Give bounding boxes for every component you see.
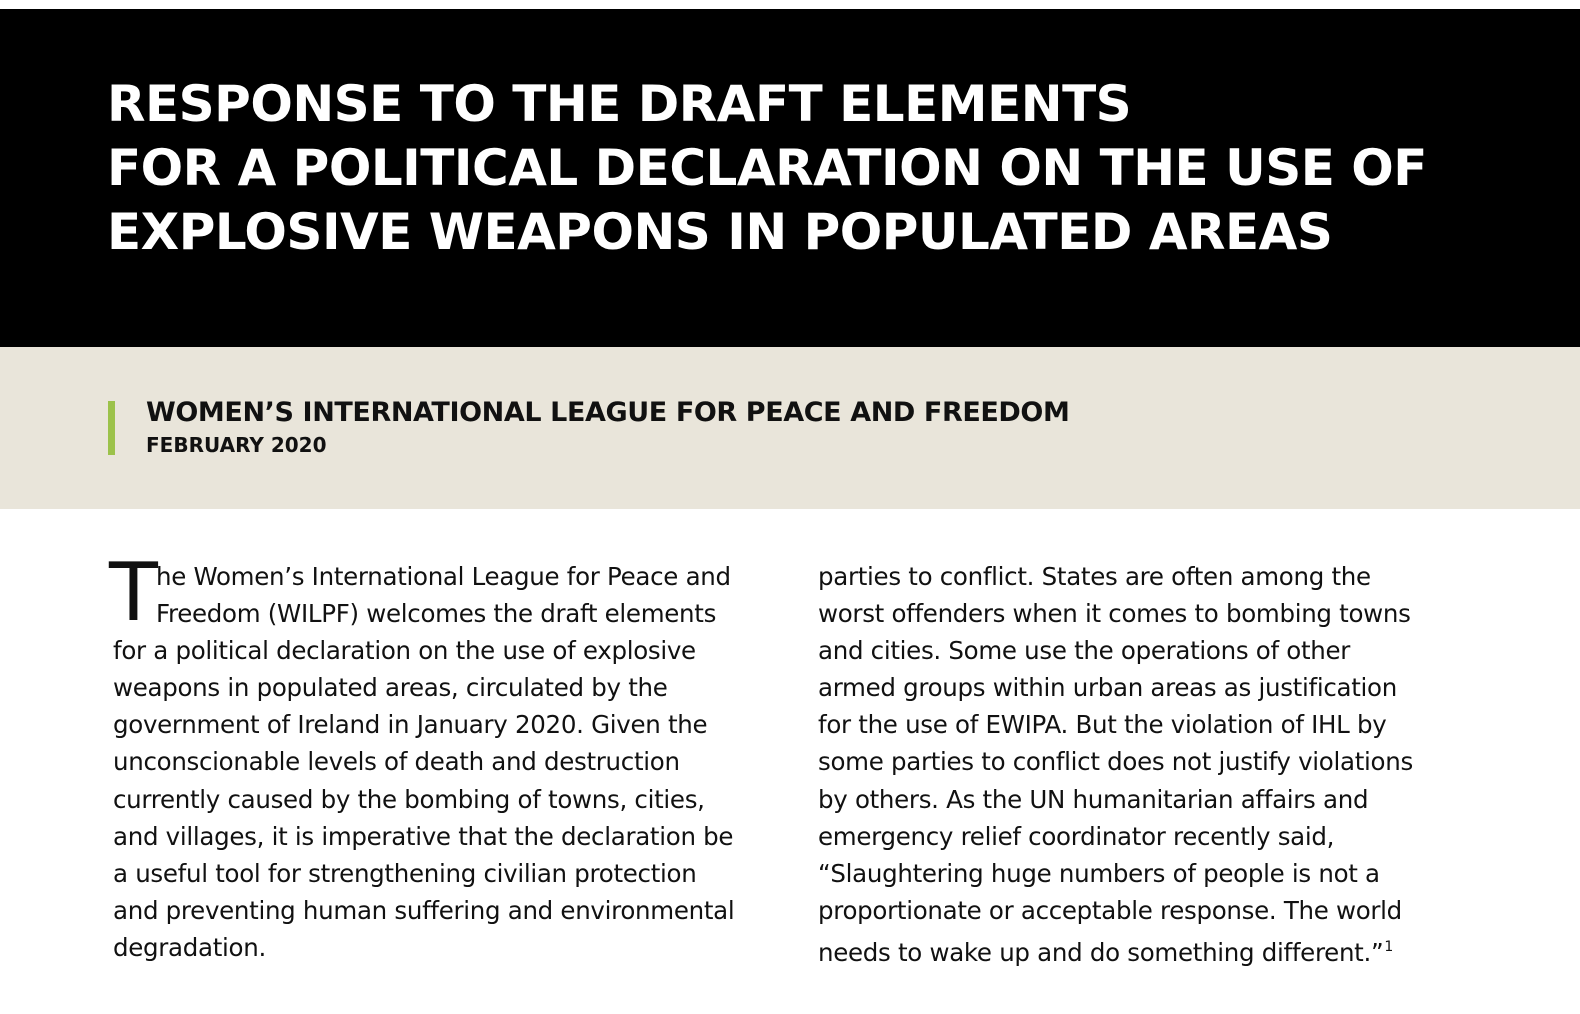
organization-name: WOMEN’S INTERNATIONAL LEAGUE FOR PEACE AND FREEDOM: [146, 397, 1070, 428]
body-line: for the use of EWIPA. But the violation of IHL by: [818, 710, 1387, 740]
body-line: parties to conflict. States are often among the: [818, 562, 1371, 591]
drop-cap: T: [109, 546, 158, 639]
body-line-last: [818, 929, 1458, 966]
body-line: unconscionable levels of death and destruction: [113, 747, 680, 777]
right-column: [818, 558, 1458, 966]
title-line-1: RESPONSE TO THE DRAFT ELEMENTS: [107, 75, 1132, 133]
body-line: some parties to conflict does not justify violations: [818, 747, 1413, 777]
body-line: government of Ireland in January 2020. Given the: [113, 710, 708, 740]
footnote-marker[interactable]: 1: [1384, 938, 1393, 955]
body-line: a useful tool for strengthening civilian protection: [113, 858, 697, 888]
accent-bar: [108, 401, 115, 455]
publication-date: FEBRUARY 2020: [146, 433, 327, 457]
body-line: and preventing human suffering and environmental: [113, 895, 735, 925]
body-line: and cities. Some use the operations of other: [818, 636, 1351, 666]
body-line: weapons in populated areas, circulated by the: [113, 673, 668, 703]
body-line: Freedom (WILPF) welcomes the draft elements: [156, 599, 717, 629]
body-line: proportionate or acceptable response. The world: [818, 895, 1402, 925]
title-line-2: FOR A POLITICAL DECLARATION ON THE USE OF: [107, 139, 1427, 197]
title-line-3: EXPLOSIVE WEAPONS IN POPULATED AREAS: [107, 203, 1333, 261]
body-line: for a political declaration on the use of explosive: [113, 636, 696, 666]
body-line: armed groups within urban areas as justification: [818, 673, 1397, 703]
body-line: by others. As the UN humanitarian affairs and: [818, 784, 1369, 814]
body-line: and villages, it is imperative that the declaration be: [113, 821, 734, 851]
body-line: currently caused by the bombing of towns, cities,: [113, 784, 705, 814]
left-column: [113, 558, 773, 966]
document-title: [107, 72, 1427, 264]
body-line: degradation.: [113, 932, 266, 962]
body-line: he Women’s International League for Peace and: [156, 562, 731, 591]
body-line-text: needs to wake up and do something different.”: [818, 937, 1384, 967]
body-line: emergency relief coordinator recently said,: [818, 821, 1335, 851]
body-line: worst offenders when it comes to bombing towns: [818, 599, 1411, 629]
body-line: “Slaughtering huge numbers of people is not a: [818, 858, 1380, 888]
